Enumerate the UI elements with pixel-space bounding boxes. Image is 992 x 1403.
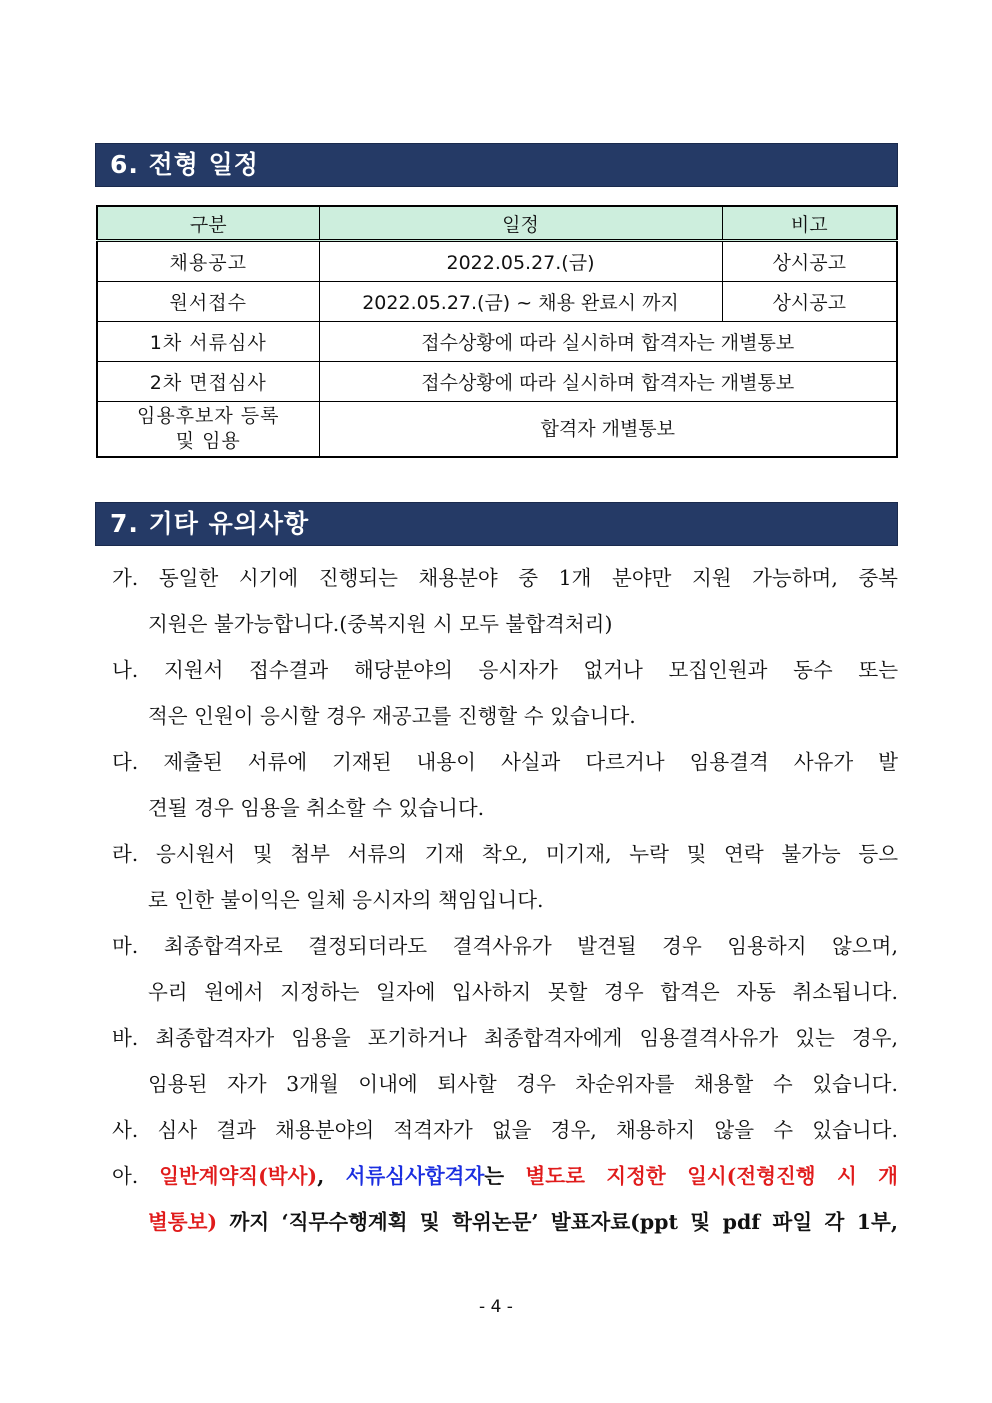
note-line: 우리 원에서 지정하는 일자에 입사하지 못할 경우 합격은 자동 취소됩니다. — [148, 980, 898, 1004]
note-separator: , — [317, 1164, 346, 1188]
note-line: 나. 지원서 접수결과 해당분야의 응시자가 없거나 모집인원과 동수 또는 — [112, 658, 898, 682]
highlight-position: 일반계약직(박사) — [159, 1164, 318, 1188]
row-category: 채용공고 — [97, 241, 319, 282]
note-item-ma — [112, 923, 898, 1015]
table-row — [97, 241, 897, 282]
note-line: 사. 심사 결과 채용분야의 적격자가 없을 경우, 채용하지 않을 수 있습니다. — [112, 1118, 898, 1142]
row-category — [97, 402, 319, 458]
section-6-header — [95, 143, 898, 187]
schedule-table — [96, 205, 898, 458]
note-line: 라. 응시원서 및 첨부 서류의 기재 착오, 미기재, 누락 및 연락 불가능 등으 — [112, 842, 898, 866]
section-6-title: 6. 전형 일정 — [110, 150, 259, 179]
section-7-header — [95, 502, 898, 546]
header-date: 일정 — [319, 206, 722, 241]
note-item-da — [112, 739, 898, 831]
note-prefix: 아. — [112, 1164, 160, 1188]
highlight-schedule: 별도로 지정한 일시(전형진행 시 개 — [525, 1164, 898, 1188]
table-row — [97, 362, 897, 402]
note-item-na — [112, 647, 898, 739]
note-line: 다. 제출된 서류에 기재된 내용이 사실과 다르거나 임용결격 사유가 발 — [112, 750, 898, 774]
table-header-row — [97, 206, 897, 241]
note-item-sa — [112, 1107, 898, 1153]
note-item-a — [112, 1153, 898, 1245]
row-date: 접수상황에 따라 실시하며 합격자는 개별통보 — [319, 362, 897, 402]
note-line: 마. 최종합격자로 결정되더라도 결격사유가 발견될 경우 임용하지 않으며, — [112, 934, 898, 958]
section-7-title: 7. 기타 유의사항 — [110, 509, 310, 538]
row-date: 합격자 개별통보 — [319, 402, 897, 458]
row-note: 상시공고 — [722, 241, 897, 282]
note-item-ra — [112, 831, 898, 923]
row-date: 접수상황에 따라 실시하며 합격자는 개별통보 — [319, 322, 897, 362]
notes-list — [112, 555, 898, 1245]
row-category: 원서접수 — [97, 282, 319, 322]
note-line: 지원은 불가능합니다.(중복지원 시 모두 불합격처리) — [148, 612, 613, 636]
row-note: 상시공고 — [722, 282, 897, 322]
page-number: - 4 - — [479, 1297, 513, 1317]
row-category: 1차 서류심사 — [97, 322, 319, 362]
highlight-applicant: 서류심사합격자 — [345, 1164, 485, 1188]
note-item-ba — [112, 1015, 898, 1107]
table-row — [97, 282, 897, 322]
note-text: 까지 ‘직무수행계획 및 학위논문’ 발표자료(ppt 및 pdf 파일 각 1부, — [217, 1210, 898, 1234]
note-line: 가. 동일한 시기에 진행되는 채용분야 중 1개 분야만 지원 가능하며, 중복 — [112, 566, 898, 590]
row-date: 2022.05.27.(금) — [319, 241, 722, 282]
note-line — [112, 1153, 898, 1199]
note-line — [112, 1199, 898, 1245]
note-line: 바. 최종합격자가 임용을 포기하거나 최종합격자에게 임용결격사유가 있는 경우, — [112, 1026, 898, 1050]
note-line: 견될 경우 임용을 취소할 수 있습니다. — [148, 796, 485, 820]
header-note: 비고 — [722, 206, 897, 241]
row-date: 2022.05.27.(금) ~ 채용 완료시 까지 — [319, 282, 722, 322]
row-category-line2: 및 임용 — [175, 430, 241, 452]
note-line: 적은 인원이 응시할 경우 재공고를 진행할 수 있습니다. — [148, 704, 636, 728]
note-text: 는 — [484, 1164, 526, 1188]
row-category: 2차 면접심사 — [97, 362, 319, 402]
table-row — [97, 402, 897, 458]
note-item-ga — [112, 555, 898, 647]
table-row — [97, 322, 897, 362]
row-category-line1: 임용후보자 등록 — [136, 405, 280, 427]
header-category: 구분 — [97, 206, 319, 241]
highlight-schedule-cont: 별통보) — [148, 1210, 218, 1234]
note-line: 임용된 자가 3개월 이내에 퇴사할 경우 차순위자를 채용할 수 있습니다. — [148, 1072, 898, 1096]
note-line: 로 인한 불이익은 일체 응시자의 책임입니다. — [148, 888, 544, 912]
